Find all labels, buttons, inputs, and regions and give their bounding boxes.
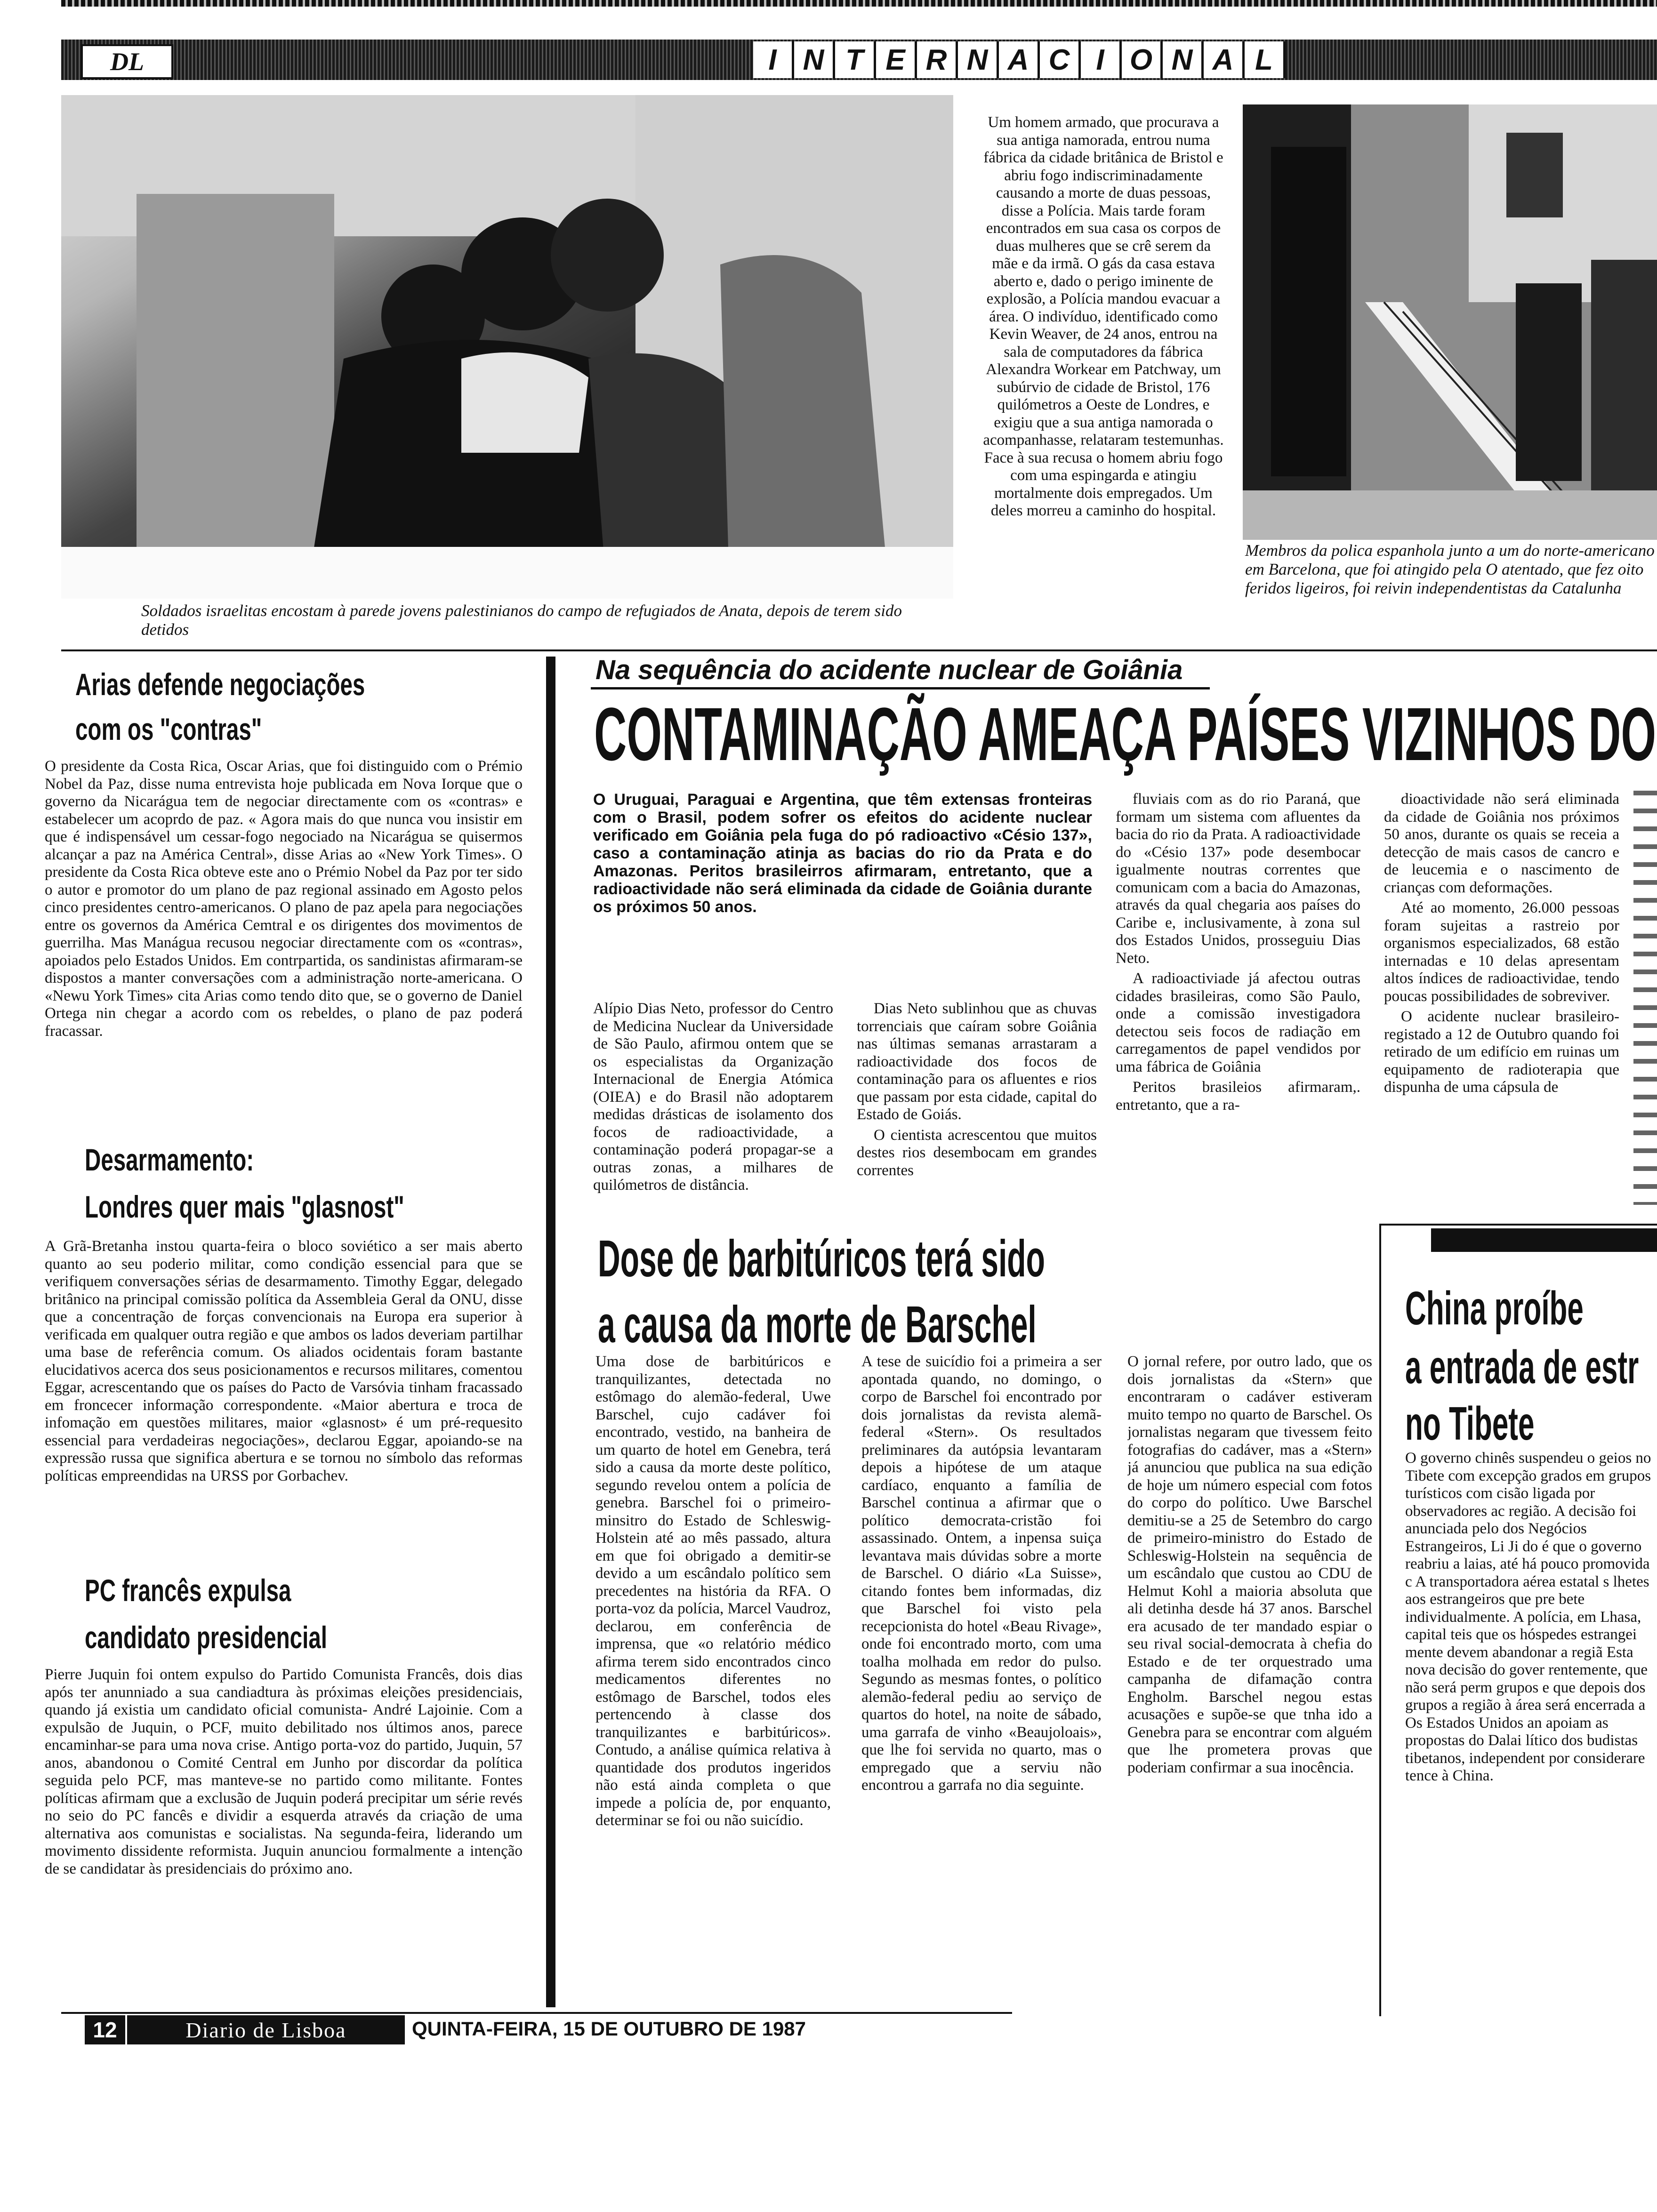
section-letter: T [835, 41, 876, 78]
pcf-headline-line2: candidato presidencial [85, 1620, 327, 1655]
section-letter: E [876, 41, 917, 78]
section-letter: I [1081, 41, 1122, 78]
goiania-col3-para3: Peritos brasileios afirmaram,. entretanto, que a ra- [1116, 1079, 1360, 1114]
disarmament-headline-line2: Londres quer mais "glasnost" [85, 1189, 404, 1224]
goiania-col4-para1: dioactividade não será eliminada da cidade de Goiânia nos próximos 50 anos, durante os quais se receia a detecção de mais casos de cancro e de leucemia e o nascimento de crianças com deformações. [1384, 791, 1619, 896]
page-number: 12 [85, 2015, 125, 2044]
barschel-col2: A tese de suicídio foi a primeira a ser apontada quando, no domingo, o corpo de Barschel foi encontrado por dois jornalistas da revista alemã-federal «Stern». Os resultados preliminares da autópsia levantaram depois a hipótese de um ataque cardíaco, enquanto a família de Barschel continua a afirmar que o político democrata-cristão foi assassinado. Ontem, a inpensa suiça levantava mais dúvidas sobre a morte de Barschel. O diário «La Suisse», citando fontes bem informadas, diz que Barschel foi visto pela recepcionista do hotel «Beau Rivage», onde foi encontrado morto, com uma toalha molhada em redor do pulso. Segundo as mesmas fontes, o político alemão-federal pediu ao serviço de quartos do hotel, na noite de sábado, uma garrafa de vinho «Beaujoloais», que lhe foi servida no quarto, mas o empregado que a serviu não encontrou a garrafa no dia seguinte. [861, 1353, 1102, 1794]
paper-name: Diario de Lisboa [127, 2015, 405, 2044]
top-border-strip [61, 0, 1657, 7]
china-headline-line1: China proíbe [1405, 1282, 1584, 1335]
china-headline-line2: a entrada de estr [1405, 1341, 1639, 1394]
footer-rule [61, 2012, 1012, 2014]
section-title [753, 40, 1286, 80]
goiania-col3 [1116, 791, 1360, 1207]
goiania-lead: O Uruguai, Paraguai e Argentina, que têm extensas fronteiras com o Brasil, podem sofrer os efeitos do acidente nuclear verificado em Goiânia pela fuga do pó radioactivo «Césio 137», caso a contaminação atinja as bacias do rio da Prata e do Amazonas. Peritos brasileirros afirmaram, entretanto, que a radioactividade não será eliminada da cidade de Goiânia durante os próximos 50 anos. [593, 791, 1092, 916]
goiania-col1: Alípio Dias Neto, professor do Centro de Medicina Nuclear da Universidade de São Paulo, afirmou ontem que se os especialistas da Organização Internacional de Energia Atómica (OIEA) e do Brasil não adoptarem medidas drásticas de isolamento dos focos de radioactividade, a contaminação poderá propagar-se a outras zonas, a milhares de quilómetros de distância. [593, 1000, 833, 1194]
goiania-kicker: Na sequência do acidente nuclear de Goiânia [595, 655, 1183, 685]
arias-headline-line1: Arias defende negociações [75, 667, 365, 702]
goiania-col2 [857, 1000, 1097, 1207]
paper-logo: DL [81, 44, 173, 79]
goiania-col2-para1: Dias Neto sublinhou que as chuvas torrenciais que caíram sobre Goiânia nas últimas semanas arrastaram a radioactividade dos focos de contaminação para os afluentes e rios que passam por esta cidade, capital do Estado de Goiás. [857, 1000, 1097, 1123]
goiania-col4 [1384, 791, 1619, 1207]
pcf-headline-line1: PC francês expulsa [85, 1573, 291, 1608]
barschel-headline-line2: a causa da morte de Barschel [598, 1296, 1037, 1354]
goiania-col2-para2: O cientista acrescentou que muitos destes rios desembocam em grandes correntes [857, 1126, 1097, 1179]
section-letter: N [958, 41, 999, 78]
china-headline-line2-wrap [1405, 1339, 1657, 1400]
barschel-col1: Uma dose de barbitúricos e tranquilizantes, detectada no estômago do alemão-federal, Uwe Barschel, cujo cadáver foi encontrado, vestido, na banheira de um quarto de hotel em Genebra, terá sido a causa da morte deste político, segundo revelou ontem a polícia de genebra. Barschel foi o primeiro-minsitro do Estado de Schleswig-Holstein até ao mês passado, altura em que foi obrigado a demitir-se devido a um escândalo político sem precedentes na história da RFA. O porta-voz da polícia, Marcel Vaudroz, declarou, em conferência de imprensa, que «o relatório médico afirma terem sido encontrados cinco medicamentos diferentes no estômago de Barschel, todos eles pertencendo à classe dos tranquilizantes e barbitúricos». Contudo, a análise química relativa à quantidade dos produtos ingeridos não está ainda completa o que impede a polícia de, por enquanto, determinar se foi ou não suicídio. [595, 1353, 831, 1829]
top-section-divider [61, 649, 1657, 651]
section-letter: R [917, 41, 958, 78]
arias-article-text: O presidente da Costa Rica, Oscar Arias, que foi distinguido com o Prémio Nobel da Paz, disse numa entrevista hoje publicada em Nova Iorque que o governo da Nicarágua tem de negociar directamente com os «contras» e estabelecer um acoprdo de paz. « Agora mais do que nunca vou insistir em que é indispensável um cessar-fogo negociado na Nicarágua se quisermos alcançar a paz na América Central», disse Arias ao «New York Times». O presidente da Costa Rica obteve este ano o Prémio Nobel da Paz por ter sido o autor e promotor do um plano de paz regional assinado em Agosto pelos cinco presidentes centro-americanos. O plano de paz apela para negociações entre os governos da América Cemtral e os dirigentes dos movimentos de guerrilha. Mas Manágua recusou negociar directamente com os «contras», apoiados pelo Estados Unidos. Em contrpartida, os sandinistas afirmaram-se dispostos a manter conversações com a administração norte-americana. O «Newu York Times» cita Arias como tendo dito que, se o governo de Daniel Ortega nin chegar a acordo com os rebeldes, o plano de paz poderá fracassar. [45, 758, 523, 1040]
barschel-col3: O jornal refere, por outro lado, que os dois jornalistas da «Stern» que encontraram o cadáver estiveram muito tempo no quarto de Barschel. Os jornalistas negaram que tivessem feito fotografias do cadáver, mas a «Stern» já anunciou que publica na sua edição de hoje um número especial com fotos do corpo do político. Uwe Barschel demitiu-se a 25 de Setembro do cargo de primeiro-ministro do Estado de Schleswig-Holstein na sequência de um escândalo que custou ao CDU de Helmut Kohl a maioria absoluta que ali detinha desde há 37 anos. Barschel era acusado de ter mandado espiar o seu rival social-democrata à chefia do Estado e de ter orquestrado uma campanha de difamação contra Engholm. Barschel negou estas acusações e supõe-se que tnha ido a Genebra para se encontrar com alguém que lhe prometera provas que poderiam confirmar a sua inocência. [1127, 1353, 1372, 1776]
photo-barcelona-police [1243, 104, 1657, 540]
arias-headline-line2: com os "contras" [75, 712, 262, 746]
section-letter: N [1163, 41, 1204, 78]
goiania-headline: CONTAMINAÇÃO AMEAÇA PAÍSES VIZINHOS DO [594, 692, 1657, 776]
goiania-col4-para3: O acidente nuclear brasileiro- registado a 12 de Outubro quando foi retirado de um edifício em ruinas um equipamento de radioterapia que dispunha de uma cápsula de [1384, 1008, 1619, 1096]
goiania-col3-para1: fluviais com as do rio Paraná, que formam um sistema com afluentes da bacia do rio da Prata. A radioactividade do «Césio 137» pode desembocar igualmente noutras correntes que comunicam com a bacia do Amazonas, através da qual chegaria aos países do Caribe e, inclusivamente, à zona sul dos Estados Unidos, prosseguiu Dias Neto. [1116, 791, 1360, 967]
section-letter: A [999, 41, 1040, 78]
disarmament-headline-line1: Desarmamento: [85, 1142, 254, 1177]
pcf-article-text: Pierre Juquin foi ontem expulso do Partido Comunista Francês, dois dias após ter anunniado a sua candiadtura às próximas eleições presidenciais, quando já existia um candidato oficial comunista- André Lajoinie. Com a expulsão de Juquin, o PCF, muito debilitado nos últimos anos, parece encaminhar-se para uma nova crise. Antigo porta-voz do partido, Juquin, 57 anos, abandonou o Comité Central em Junho por discordar da política seguida pelo PCF, mas manteve-se no partido como militante. Fontes políticas afirmam que a exclusão de Juquin poderá precipitar um série revés no seio do PC fancês e dividir a esquerda através da criação de uma alternativa aos comunistas e socialistas. Na segunda-feira, liderando um movimento dissidente reformista. Juquin anunciou formalmente a intenção de se candidatar às presidenciais do próximo ano. [45, 1666, 523, 1877]
photo-anata-soldiers [61, 95, 953, 599]
goiania-headline-wrap [594, 689, 1657, 784]
section-letter: A [1204, 41, 1245, 78]
cropped-column-edge [1633, 791, 1657, 1205]
goiania-col4-para2: Até ao momento, 26.000 pessoas foram sujeitas a rastreio por organismos especializados, 68 estão internadas e 10 delas apresentam altos índices de radioactividae, tendo poucas possibilidades de sobreviver. [1384, 899, 1619, 1005]
disarmament-article-text: A Grã-Bretanha instou quarta-feira o bloco soviético a ser mais aberto quanto ao seu poderio militar, como condição essencial para que se verifiquem conversações sérias de desarmamento. Timothy Eggar, delegado britânico na principal comissão política da Assembleia Geral da ONU, disse que a concentração de forças convencionais na Europa era superior à verificada em qualquer outra região e que ambos os lados deveriam partilhar uma base de referência comum. Os aliados ocidentais foram bastante elucidativos acerca dos seus posicionamentos e recursos militares, comentou Eggar, acrescentando que os países do Pacto de Varsóvia tinham fracassado em froncecer informação correspondente. «Maior abertura e troca de infomação em questões militares, maior «glasnost» é um pré-requesito essencial para verdadeiras negociações», declarou Eggar, apoiando-se na expressão russa que significa abertura e se tornou no símbolo das reformas políticas empreendidas na URSS por Gorbachev. [45, 1238, 523, 1484]
section-letter: I [753, 41, 794, 78]
section-letter: L [1245, 41, 1286, 78]
china-box-bar [1431, 1228, 1657, 1252]
section-letter: O [1122, 41, 1163, 78]
china-article-text: O governo chinês suspendeu o geios no Tibete com excepção grados em grupos turísticos com cisão ligada por observadores ac região. A decisão foi anunciada pelo dos Negócios Estrangeiros, Li Ji do é que o governo reabriu a laias, até há pouco promovida c A transportadora aérea estatal s lhetes aos estrangeiros que pre bete individualmente. A polícia, em Lhasa, capital teis que os hóspedes estrangei mente devem abandonar a regiã Esta nova decisão do gover rentemente, que não será perm grupos e que depois dos grupos a região à área será encerrada a Os Estados Unidos an apoiam as propostas do Dalai lítico dos budistas tibetanos, independent por considerare tence à China. [1405, 1450, 1651, 1784]
bristol-story-text: Um homem armado, que procurava a sua antiga namorada, entrou numa fábrica da cidade britânica de Bristol e abriu fogo indiscriminadamente causando a morte de duas pessoas, disse a Polícia. Mais tarde foram encontrados em sua casa os corpos de duas mulheres que se crê serem da mãe e da irmã. O gás da casa estava aberto e, dado o perigo iminente de explosão, a Polícia mandou evacuar a área. O indivíduo, identificado como Kevin Weaver, de 24 anos, entrou na sala de computadores da fábrica Alexandra Workear em Patchway, um subúrvio de cidade de Bristol, 176 quilómetros a Oeste de Londres, e exigiu que a sua antiga namorada o acompanhasse, relataram testemunhas. Face à sua recusa o homem abriu fogo com uma espingarda e atingiu mortalmente dois empregados. Um deles morreu a caminho do hospital. [983, 114, 1224, 519]
china-headline-line3: no Tibete [1405, 1397, 1535, 1450]
barschel-headline-line1: Dose de barbitúricos terá sido [598, 1230, 1045, 1288]
section-letter: N [794, 41, 835, 78]
section-letter: C [1040, 41, 1081, 78]
goiania-col3-para2: A radioactiviade já afectou outras cidades brasileiras, como São Paulo, onde a comissão investigadora detectou seis focos de radiação em carregamentos de papel vendidos por uma fábrica de Goiânia [1116, 970, 1360, 1075]
photo-caption-left: Soldados israelitas encostam à parede jovens palestinianos do campo de refugiados de Anata, depois de terem sido detidos [141, 601, 902, 639]
column-divider-bar [546, 657, 555, 2007]
issue-date: QUINTA-FEIRA, 15 DE OUTUBRO DE 1987 [412, 2018, 806, 2040]
photo-caption-right: Membros da polica espanhola junto a um do norte-americano em Barcelona, que foi atingido pela O atentado, que fez oito feridos ligeiros, foi reivin independentistas da Catalunha [1245, 541, 1655, 597]
